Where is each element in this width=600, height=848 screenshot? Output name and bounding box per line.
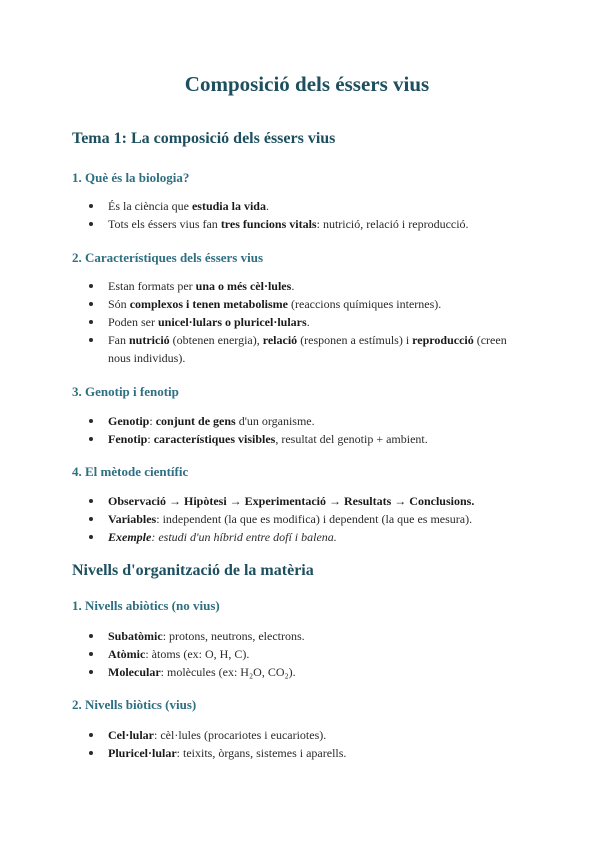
- list-item: Pluricel·lular: teixits, òrgans, sistemes i aparells.: [72, 744, 542, 762]
- bullet-list-biologia: [72, 197, 542, 233]
- bullet-list-abiotics: [72, 627, 542, 681]
- list-item: Estan formats per una o més cèl·lules.: [72, 277, 542, 295]
- subsection-heading-genotip: 3. Genotip i fenotip: [72, 384, 179, 399]
- list-item: Fenotip: característiques visibles, resultat del genotip + ambient.: [72, 430, 542, 448]
- list-item: Són complexos i tenen metabolisme (reaccions químiques internes).: [72, 295, 542, 313]
- list-item: Variables: independent (la que es modifica) i dependent (la que es mesura).: [72, 510, 542, 528]
- bullet-list-biotics: [72, 726, 542, 762]
- list-item: Genotip: conjunt de gens d'un organisme.: [72, 412, 542, 430]
- list-item: Cel·lular: cèl·lules (procariotes i eucariotes).: [72, 726, 542, 744]
- section-heading-tema-1: Tema 1: La composició dels éssers vius: [72, 130, 336, 147]
- list-item: Subatòmic: protons, neutrons, electrons.: [72, 627, 542, 645]
- bullet-list-genotip: [72, 412, 542, 448]
- bullet-list-caracteristiques: [72, 277, 542, 367]
- list-item: Molecular: molècules (ex: H₂O, CO₂).: [72, 663, 542, 681]
- list-item: Poden ser unicel·lulars o pluricel·lulars.: [72, 313, 542, 331]
- list-item: Observació → Hipòtesi → Experimentació → Resultats → Conclusions.: [72, 492, 542, 510]
- section-heading-nivells: Nivells d'organització de la matèria: [72, 562, 314, 579]
- bullet-list-metode: [72, 492, 542, 546]
- list-item: Tots els éssers vius fan tres funcions vitals: nutrició, relació i reproducció.: [72, 215, 542, 233]
- subsection-heading-caracteristiques: 2. Característiques dels éssers vius: [72, 250, 264, 265]
- subsection-heading-abiotics: 1. Nivells abiòtics (no vius): [72, 598, 220, 613]
- list-item: Exemple: estudi d'un híbrid entre dofí i balena.: [72, 528, 542, 546]
- list-item: Atòmic: àtoms (ex: O, H, C).: [72, 645, 542, 663]
- subsection-heading-biotics: 2. Nivells biòtics (vius): [72, 697, 197, 712]
- list-item: Fan nutrició (obtenen energia), relació (responen a estímuls) i reproducció (creen nous individus).: [72, 331, 542, 367]
- document-title: Composició dels éssers vius: [184, 72, 430, 96]
- subsection-heading-metode: 4. El mètode científic: [72, 464, 189, 479]
- subsection-heading-biologia: 1. Què és la biologia?: [72, 170, 190, 185]
- list-item: És la ciència que estudia la vida.: [72, 197, 542, 215]
